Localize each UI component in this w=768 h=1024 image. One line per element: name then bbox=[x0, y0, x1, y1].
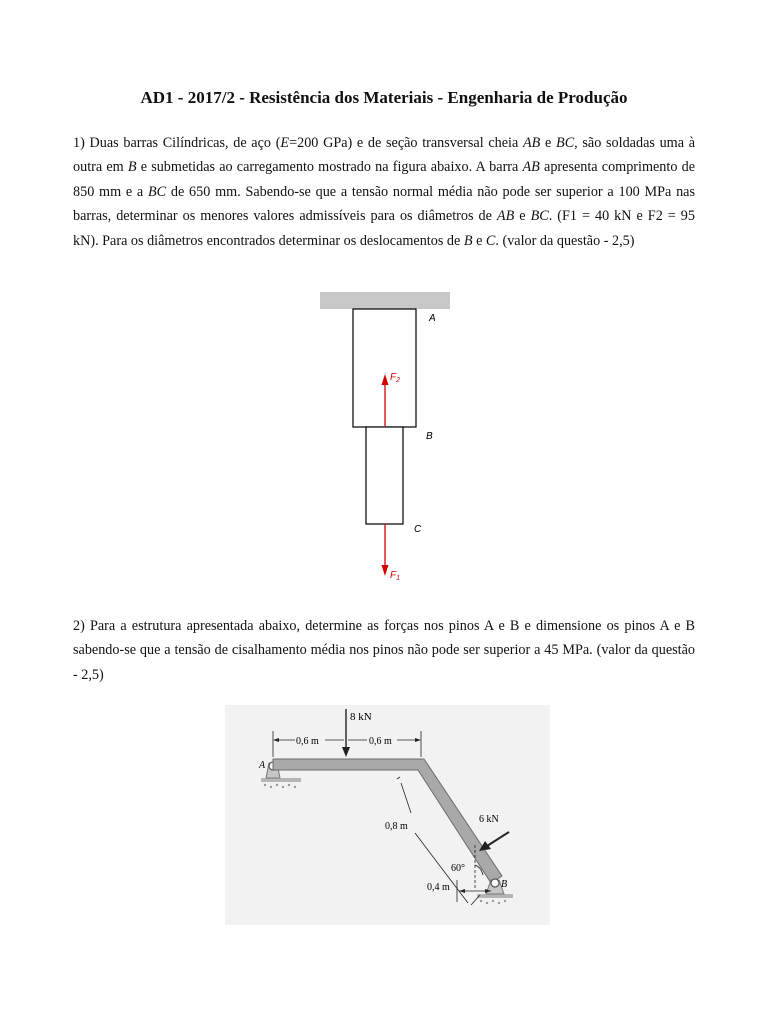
page-title: AD1 - 2017/2 - Resistência dos Materiais - Engenharia de Produção bbox=[140, 88, 628, 107]
fixed-support bbox=[320, 292, 450, 309]
question-2-text: 2) Para a estrutura apresentada abaixo, determine as forças nos pinos A e B e dimensione os pinos A e B sabendo-se que a tensão de cisalhamento média nos pinos não pode ser superior a 45 MPa. (valor da questão - 2,5) bbox=[73, 618, 695, 683]
bar-bc bbox=[366, 427, 403, 524]
figure-1-bars bbox=[310, 288, 470, 588]
dim-right-label: 0,6 m bbox=[369, 736, 392, 747]
label-a: A bbox=[429, 313, 436, 324]
angle-60-label: 60° bbox=[451, 863, 465, 874]
pin-a-label: A bbox=[259, 760, 266, 771]
figure-2-frame bbox=[225, 705, 550, 925]
load-6kn-label: 6 kN bbox=[479, 814, 499, 825]
load-8kn-label: 8 kN bbox=[350, 711, 372, 723]
label-f1: $F_1$ bbox=[390, 570, 401, 582]
question-1-text: 1) Duas barras Cilíndricas, de aço (E=200 GPa) e de seção transversal cheia AB e BC, são soldadas uma à outra em B e submetidas ao carregamento mostrado na figura abaixo. A barra AB apresenta comprimento de 850 mm e a BC de 650 mm. Sabendo-se que a tensão normal média não pode ser superior a 100 MPa nas barras, determinar os menores valores admissíveis para os diâmetros de AB e BC. (F1 = 40 kN e F2 = 95 kN). Para os diâmetros encontrados determinar os deslocamentos de B e C. (valor da questão - 2,5) bbox=[73, 135, 696, 249]
label-f2: $F_2$ bbox=[390, 372, 401, 384]
label-b: B bbox=[426, 431, 433, 442]
label-c: C bbox=[414, 524, 422, 535]
dim-04-label: 0,4 m bbox=[427, 882, 450, 893]
dim-08-label: 0,8 m bbox=[385, 821, 408, 832]
force-f1-arrow bbox=[382, 524, 389, 576]
pin-b-label: B bbox=[501, 879, 508, 890]
dim-left-label: 0,6 m bbox=[296, 736, 319, 747]
